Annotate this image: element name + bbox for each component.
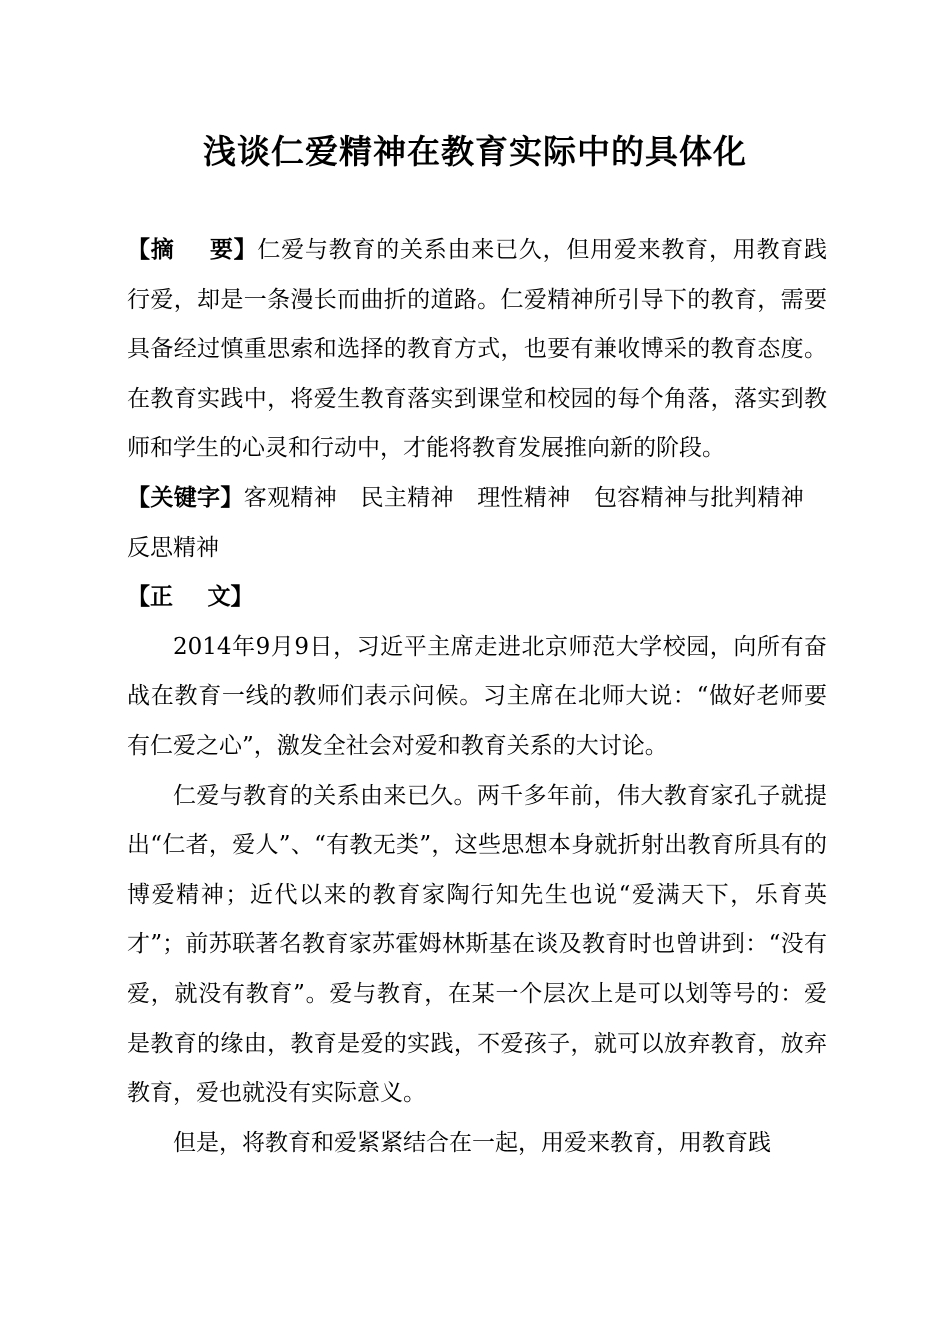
document-body xyxy=(127,226,827,1168)
document-title: 浅谈仁爱精神在教育实际中的具体化 xyxy=(203,132,747,171)
abstract-text: 仁爱与教育的关系由来已久，但用爱来教育，用教育践行爱，却是一条漫长而曲折的道路。仁爱精神所引导下的教育，需要具备经过慎重思索和选择的教育方式，也要有兼收博采的教育态度。在教育实践中，将爱生教育落实到课堂和校园的每个角落，落实到教师和学生的心灵和行动中，才能将教育发展推向新的阶段。 xyxy=(127,237,828,462)
body-paragraph: 但是，将教育和爱紧紧结合在一起，用爱来教育，用教育践 xyxy=(173,1129,771,1156)
keyword-item: 包容精神与批判精神 xyxy=(593,484,805,511)
body-heading: 【正 文】 xyxy=(127,584,254,611)
keyword-item: 理性精神 xyxy=(476,484,571,511)
abstract-paragraph xyxy=(127,226,827,474)
keyword-item: 民主精神 xyxy=(360,484,454,511)
keyword-item: 客观精神 xyxy=(243,484,338,511)
keywords-paragraph xyxy=(127,474,827,573)
abstract-label: 【摘 要】 xyxy=(127,237,258,263)
body-paragraph: 2014年9月9日，习近平主席走进北京师范大学校园，向所有奋战在教育一线的教师们表示问候。习主席在北师大说：“做好老师要有仁爱之心”，激发全社会对爱和教育关系的大讨论。 xyxy=(127,633,827,759)
keywords-label: 【关键字】 xyxy=(127,484,244,511)
keyword-item: 反思精神 xyxy=(127,534,219,561)
body-paragraph: 仁爱与教育的关系由来已久。两千多年前，伟大教育家孔子就提出“仁者，爱人”、“有教无类”，这些思想本身就折射出教育所具有的博爱精神；近代以来的教育家陶行知先生也说“爱满天下，乐育英才”；前苏联著名教育家苏霍姆林斯基在谈及教育时也曾讲到：“没有爱，就没有教育”。爱与教育，在某一个层次上是可以划等号的：爱是教育的缘由，教育是爱的实践，不爱孩子，就可以放弃教育，放弃教育，爱也就没有实际意义。 xyxy=(127,782,827,1107)
